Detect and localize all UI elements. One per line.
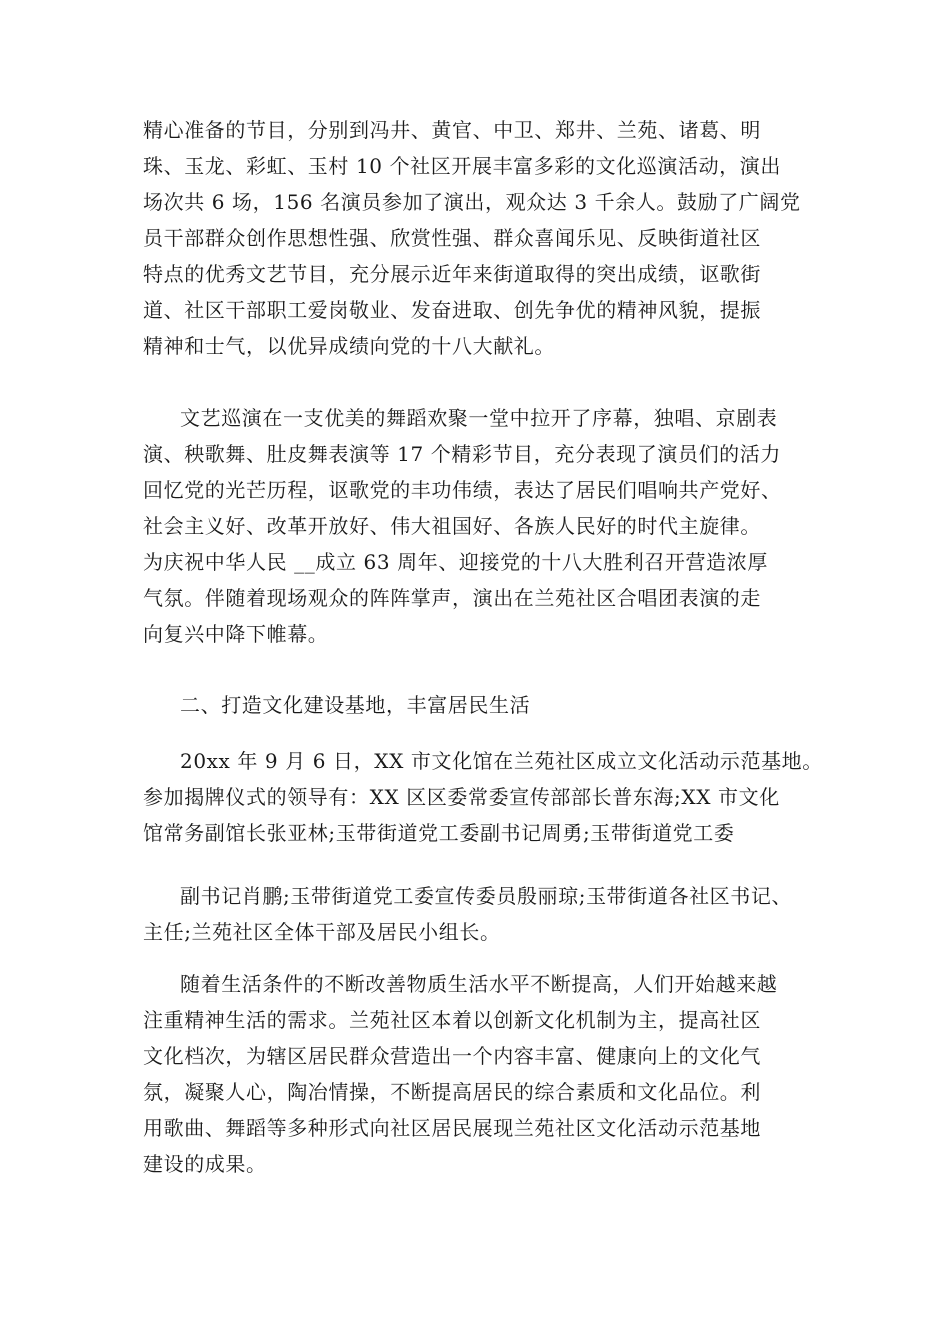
text-line: 精神和士气，以优异成绩向党的十八大献礼。 xyxy=(143,334,555,358)
text-line: 为庆祝中华人民 __成立 63 周年、迎接党的十八大胜利召开营造浓厚 xyxy=(143,550,768,574)
section-heading xyxy=(143,687,843,723)
text-line: 社会主义好、改革开放好、伟大祖国好、各族人民好的时代主旋律。 xyxy=(143,514,761,538)
paragraph-3 xyxy=(143,743,843,851)
text-line: 道、社区干部职工爱岗敬业、发奋进取、创先争优的精神风貌，提振 xyxy=(143,298,761,322)
text-line: 馆常务副馆长张亚林;玉带街道党工委副书记周勇;玉带街道党工委 xyxy=(143,821,735,845)
text-line: 文艺巡演在一支优美的舞蹈欢聚一堂中拉开了序幕，独唱、京剧表 xyxy=(180,406,778,430)
text-line: 特点的优秀文艺节目，充分展示近年来街道取得的突出成绩，讴歌街 xyxy=(143,262,761,286)
paragraph-1 xyxy=(143,112,843,364)
text-line: 向复兴中降下帷幕。 xyxy=(143,622,329,646)
text-line: 场次共 6 场，156 名演员参加了演出，观众达 3 千余人。鼓励了广阔党 xyxy=(143,190,801,214)
text-line: 珠、玉龙、彩虹、玉村 10 个社区开展丰富多彩的文化巡演活动，演出 xyxy=(143,154,781,178)
text-line: 主任;兰苑社区全体干部及居民小组长。 xyxy=(143,920,501,944)
paragraph-4 xyxy=(143,878,843,950)
text-line: 注重精神生活的需求。兰苑社区本着以创新文化机制为主，提高社区 xyxy=(143,1008,761,1032)
text-line: 参加揭牌仪式的领导有：XX 区区委常委宣传部部长普东海;XX 市文化 xyxy=(143,785,780,809)
paragraph-2 xyxy=(143,400,843,652)
text-line: 用歌曲、舞蹈等多种形式向社区居民展现兰苑社区文化活动示范基地 xyxy=(143,1116,761,1140)
text-line: 副书记肖鹏;玉带街道党工委宣传委员殷丽琼;玉带街道各社区书记、 xyxy=(180,884,793,908)
heading-text: 二、打造文化建设基地，丰富居民生活 xyxy=(180,693,531,717)
paragraph-5 xyxy=(143,966,843,1182)
text-line: 气氛。伴随着现场观众的阵阵掌声，演出在兰苑社区合唱团表演的走 xyxy=(143,586,761,610)
text-line: 氛，凝聚人心，陶冶情操，不断提高居民的综合素质和文化品位。利 xyxy=(143,1080,761,1104)
text-line: 建设的成果。 xyxy=(143,1152,267,1176)
text-line: 员干部群众创作思想性强、欣赏性强、群众喜闻乐见、反映街道社区 xyxy=(143,226,761,250)
text-line: 20xx 年 9 月 6 日，XX 市文化馆在兰苑社区成立文化活动示范基地。 xyxy=(180,749,823,773)
text-line: 文化档次，为辖区居民群众营造出一个内容丰富、健康向上的文化气 xyxy=(143,1044,761,1068)
text-line: 演、秧歌舞、肚皮舞表演等 17 个精彩节目，充分表现了演员们的活力 xyxy=(143,442,781,466)
text-line: 精心准备的节目，分别到冯井、黄官、中卫、郑井、兰苑、诸葛、明 xyxy=(143,118,761,142)
text-line: 随着生活条件的不断改善物质生活水平不断提高，人们开始越来越 xyxy=(180,972,778,996)
text-line: 回忆党的光芒历程，讴歌党的丰功伟绩，表达了居民们唱响共产党好、 xyxy=(143,478,782,502)
